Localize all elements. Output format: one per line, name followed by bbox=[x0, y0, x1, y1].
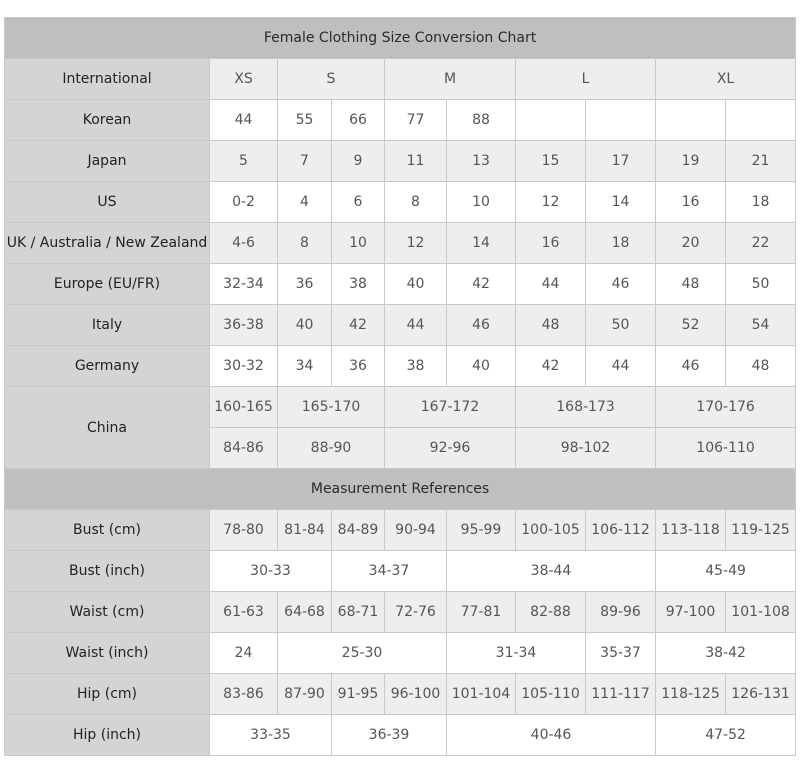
table-cell: 88-90 bbox=[278, 428, 385, 469]
measurement-title-row bbox=[5, 469, 796, 510]
table-cell: 20 bbox=[656, 223, 726, 264]
table-cell: 119-125 bbox=[726, 510, 796, 551]
table-cell: 55 bbox=[278, 100, 332, 141]
table-cell: 126-131 bbox=[726, 674, 796, 715]
table-cell: 19 bbox=[656, 141, 726, 182]
table-cell: 32-34 bbox=[210, 264, 278, 305]
table-cell: 25-30 bbox=[278, 633, 447, 674]
table-cell: 17 bbox=[586, 141, 656, 182]
table-cell: 34-37 bbox=[332, 551, 447, 592]
table-cell: 36 bbox=[332, 346, 385, 387]
us-row bbox=[5, 182, 796, 223]
row-label: Waist (cm) bbox=[5, 592, 210, 633]
table-cell: 92-96 bbox=[385, 428, 516, 469]
row-label: Europe (EU/FR) bbox=[5, 264, 210, 305]
table-cell: 83-86 bbox=[210, 674, 278, 715]
table-cell: 44 bbox=[516, 264, 586, 305]
table-cell: 35-37 bbox=[586, 633, 656, 674]
empty-cell bbox=[656, 100, 726, 141]
table-cell: 5 bbox=[210, 141, 278, 182]
empty-cell bbox=[516, 100, 586, 141]
table-cell: 168-173 bbox=[516, 387, 656, 428]
table-cell: 64-68 bbox=[278, 592, 332, 633]
table-cell: 95-99 bbox=[447, 510, 516, 551]
table-cell: 160-165 bbox=[210, 387, 278, 428]
table-cell: 98-102 bbox=[516, 428, 656, 469]
row-label: Waist (inch) bbox=[5, 633, 210, 674]
table-cell: 15 bbox=[516, 141, 586, 182]
germany-row bbox=[5, 346, 796, 387]
row-label: China bbox=[5, 387, 210, 469]
table-cell: 4 bbox=[278, 182, 332, 223]
table-cell: 36-38 bbox=[210, 305, 278, 346]
table-cell: 167-172 bbox=[385, 387, 516, 428]
hip-inch-row bbox=[5, 715, 796, 756]
italy-row bbox=[5, 305, 796, 346]
bust-cm-row bbox=[5, 510, 796, 551]
table-cell: 24 bbox=[210, 633, 278, 674]
table-cell: 100-105 bbox=[516, 510, 586, 551]
row-label: US bbox=[5, 182, 210, 223]
table-cell: 22 bbox=[726, 223, 796, 264]
table-cell: 50 bbox=[586, 305, 656, 346]
table-cell: 61-63 bbox=[210, 592, 278, 633]
table-cell: 81-84 bbox=[278, 510, 332, 551]
row-label: Bust (cm) bbox=[5, 510, 210, 551]
table-cell: 170-176 bbox=[656, 387, 796, 428]
measurement-title: Measurement References bbox=[5, 469, 796, 510]
table-cell: 101-108 bbox=[726, 592, 796, 633]
europe-row bbox=[5, 264, 796, 305]
table-cell: 42 bbox=[447, 264, 516, 305]
row-label: Japan bbox=[5, 141, 210, 182]
table-cell: 66 bbox=[332, 100, 385, 141]
size-s: S bbox=[278, 59, 385, 100]
table-cell: 12 bbox=[385, 223, 447, 264]
table-cell: 84-86 bbox=[210, 428, 278, 469]
table-cell: 40 bbox=[385, 264, 447, 305]
table-cell: 44 bbox=[385, 305, 447, 346]
table-cell: 105-110 bbox=[516, 674, 586, 715]
table-cell: 34 bbox=[278, 346, 332, 387]
table-cell: 8 bbox=[385, 182, 447, 223]
table-cell: 14 bbox=[586, 182, 656, 223]
table-cell: 90-94 bbox=[385, 510, 447, 551]
table-cell: 82-88 bbox=[516, 592, 586, 633]
table-cell: 77-81 bbox=[447, 592, 516, 633]
table-cell: 45-49 bbox=[656, 551, 796, 592]
size-chart bbox=[4, 17, 796, 756]
waist-inch-row bbox=[5, 633, 796, 674]
row-label: Italy bbox=[5, 305, 210, 346]
bust-inch-row bbox=[5, 551, 796, 592]
size-xs: XS bbox=[210, 59, 278, 100]
table-cell: 48 bbox=[726, 346, 796, 387]
table-cell: 44 bbox=[210, 100, 278, 141]
table-cell: 16 bbox=[656, 182, 726, 223]
table-cell: 91-95 bbox=[332, 674, 385, 715]
table-cell: 113-118 bbox=[656, 510, 726, 551]
table-cell: 47-52 bbox=[656, 715, 796, 756]
hip-cm-row bbox=[5, 674, 796, 715]
table-cell: 13 bbox=[447, 141, 516, 182]
table-cell: 38-42 bbox=[656, 633, 796, 674]
table-cell: 46 bbox=[586, 264, 656, 305]
table-cell: 44 bbox=[586, 346, 656, 387]
table-cell: 4-6 bbox=[210, 223, 278, 264]
table-cell: 111-117 bbox=[586, 674, 656, 715]
table-cell: 30-32 bbox=[210, 346, 278, 387]
table-cell: 7 bbox=[278, 141, 332, 182]
table-cell: 9 bbox=[332, 141, 385, 182]
table-cell: 42 bbox=[332, 305, 385, 346]
table-cell: 16 bbox=[516, 223, 586, 264]
table-cell: 11 bbox=[385, 141, 447, 182]
row-label: International bbox=[5, 59, 210, 100]
china-row-1 bbox=[5, 387, 796, 428]
international-row bbox=[5, 59, 796, 100]
table-cell: 87-90 bbox=[278, 674, 332, 715]
title-row bbox=[5, 18, 796, 59]
table-cell: 36 bbox=[278, 264, 332, 305]
table-cell: 6 bbox=[332, 182, 385, 223]
row-label: Hip (inch) bbox=[5, 715, 210, 756]
table-cell: 46 bbox=[447, 305, 516, 346]
chart-title: Female Clothing Size Conversion Chart bbox=[5, 18, 796, 59]
row-label: Germany bbox=[5, 346, 210, 387]
table-cell: 36-39 bbox=[332, 715, 447, 756]
table-cell: 42 bbox=[516, 346, 586, 387]
table-cell: 30-33 bbox=[210, 551, 332, 592]
table-cell: 77 bbox=[385, 100, 447, 141]
size-m: M bbox=[385, 59, 516, 100]
table-cell: 14 bbox=[447, 223, 516, 264]
table-cell: 0-2 bbox=[210, 182, 278, 223]
table-cell: 78-80 bbox=[210, 510, 278, 551]
table-cell: 31-34 bbox=[447, 633, 586, 674]
table-cell: 10 bbox=[447, 182, 516, 223]
table-cell: 38-44 bbox=[447, 551, 656, 592]
table-cell: 18 bbox=[586, 223, 656, 264]
size-xl: XL bbox=[656, 59, 796, 100]
table-cell: 68-71 bbox=[332, 592, 385, 633]
japan-row bbox=[5, 141, 796, 182]
table-cell: 10 bbox=[332, 223, 385, 264]
table-cell: 40 bbox=[447, 346, 516, 387]
row-label: Bust (inch) bbox=[5, 551, 210, 592]
table-cell: 38 bbox=[385, 346, 447, 387]
table-cell: 18 bbox=[726, 182, 796, 223]
table-cell: 96-100 bbox=[385, 674, 447, 715]
table-cell: 89-96 bbox=[586, 592, 656, 633]
korean-row bbox=[5, 100, 796, 141]
table-cell: 97-100 bbox=[656, 592, 726, 633]
table-cell: 48 bbox=[516, 305, 586, 346]
table-cell: 33-35 bbox=[210, 715, 332, 756]
table-cell: 40 bbox=[278, 305, 332, 346]
table-cell: 88 bbox=[447, 100, 516, 141]
table-cell: 40-46 bbox=[447, 715, 656, 756]
table-cell: 12 bbox=[516, 182, 586, 223]
row-label: UK / Australia / New Zealand bbox=[5, 223, 210, 264]
table-cell: 54 bbox=[726, 305, 796, 346]
row-label: Hip (cm) bbox=[5, 674, 210, 715]
table-cell: 118-125 bbox=[656, 674, 726, 715]
table-cell: 50 bbox=[726, 264, 796, 305]
table-cell: 46 bbox=[656, 346, 726, 387]
table-cell: 48 bbox=[656, 264, 726, 305]
table-cell: 38 bbox=[332, 264, 385, 305]
table-cell: 106-110 bbox=[656, 428, 796, 469]
table-cell: 84-89 bbox=[332, 510, 385, 551]
table-cell: 72-76 bbox=[385, 592, 447, 633]
uk-row bbox=[5, 223, 796, 264]
table-cell: 21 bbox=[726, 141, 796, 182]
waist-cm-row bbox=[5, 592, 796, 633]
size-conversion-table bbox=[4, 17, 796, 756]
size-l: L bbox=[516, 59, 656, 100]
table-cell: 165-170 bbox=[278, 387, 385, 428]
empty-cell bbox=[586, 100, 656, 141]
table-cell: 106-112 bbox=[586, 510, 656, 551]
row-label: Korean bbox=[5, 100, 210, 141]
table-cell: 52 bbox=[656, 305, 726, 346]
table-cell: 101-104 bbox=[447, 674, 516, 715]
table-cell: 8 bbox=[278, 223, 332, 264]
empty-cell bbox=[726, 100, 796, 141]
